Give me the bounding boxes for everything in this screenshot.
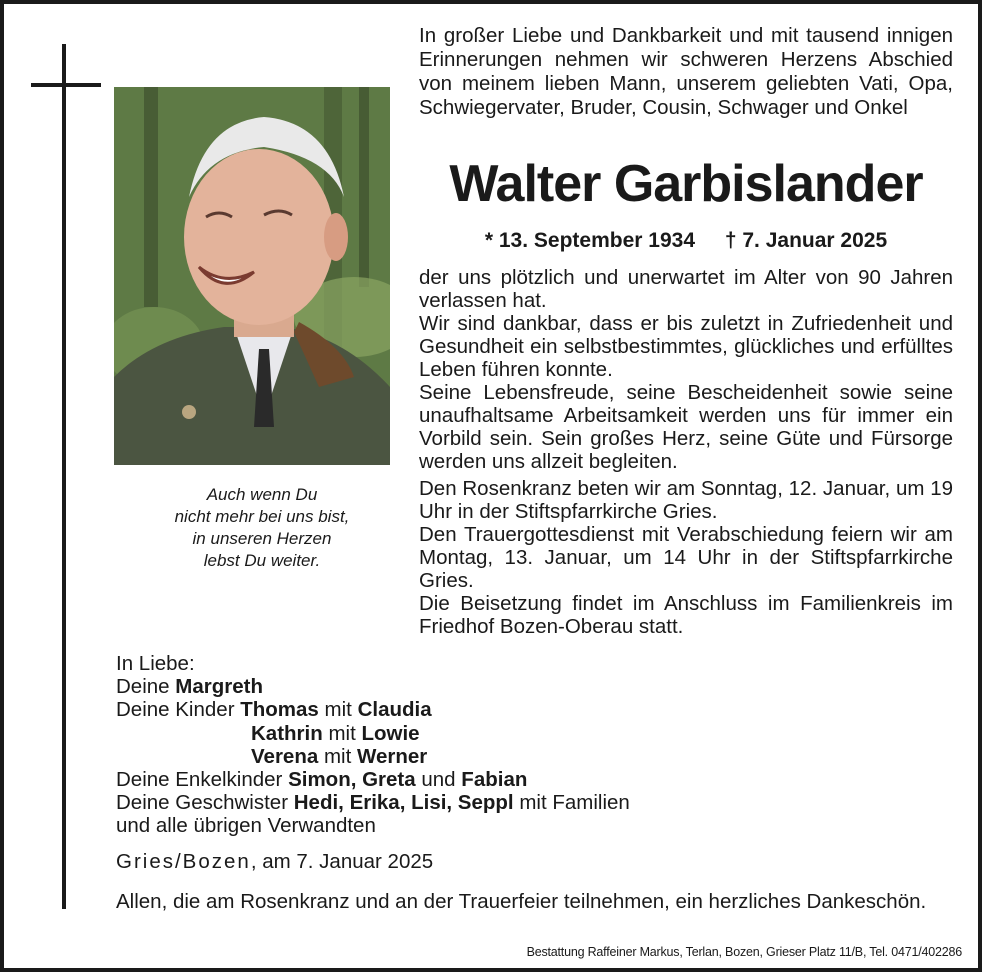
family-children: Kathrin mit Lowie: [251, 721, 420, 745]
place: Gries/Bozen: [116, 850, 251, 873]
place-date: [116, 850, 433, 874]
thanks-text: Allen, die am Rosenkranz und an der Trauerfeier teilnehmen, ein herzliches Dankeschön.: [116, 890, 927, 913]
date-line: , am 7. Januar 2025: [250, 850, 434, 873]
family-wife: Deine Margreth: [116, 675, 263, 699]
family-relatives: und alle übrigen Verwandten: [116, 814, 376, 838]
paragraph: Den Rosenkranz beten wir am Sonntag, 12. Januar, um 19 Uhr in der Stiftspfarrkirche Gries.: [419, 477, 953, 523]
paragraph: der uns plötzlich und unerwartet im Alter von 90 Jahren verlassen hat.: [419, 266, 953, 312]
paragraph: Den Trauergottesdienst mit Verabschiedung feiern wir am Montag, 13. Januar, um 14 Uhr in der Stiftspfarrkirche Gries.: [419, 523, 953, 592]
paragraph: Seine Lebensfreude, seine Bescheidenheit sowie seine unaufhaltsame Arbeitsamkeit werden uns für immer ein Vorbild sein. Sein großes Herz, seine Güte und Fürsorge werden uns allzeit begleiten.: [419, 381, 953, 473]
family-grandchildren: Deine Enkelkinder Simon, Greta und Fabian: [116, 768, 528, 792]
memorial-quote: Auch wenn Du nicht mehr bei uns bist, in unseren Herzen lebst Du weiter.: [174, 485, 350, 570]
family-siblings: Deine Geschwister Hedi, Erika, Lisi, Seppl mit Familien: [116, 791, 630, 815]
obituary-body: [419, 266, 953, 638]
birth-date: * 13. September 1934: [484, 229, 695, 252]
cross-icon-bar: [31, 83, 101, 87]
family-children: Verena mit Werner: [251, 744, 428, 768]
life-dates: [419, 227, 953, 255]
deceased-name: Walter Garbislander: [449, 155, 923, 213]
paragraph: Die Beisetzung findet im Anschluss im Familienkreis im Friedhof Bozen-Oberau statt.: [419, 592, 953, 638]
portrait-illustration: [114, 87, 390, 465]
family-heading: In Liebe:: [116, 652, 195, 675]
funeral-home-footer: Bestattung Raffeiner Markus, Terlan, Bozen, Grieser Platz 11/B, Tel. 0471/402286: [526, 945, 962, 959]
death-date: † 7. Januar 2025: [724, 229, 888, 252]
family-list: [116, 652, 956, 838]
intro-text: In großer Liebe und Dankbarkeit und mit tausend innigen Erinnerungen nehmen wir schweren Herzens Abschied von meinem lieben Mann, unserem geliebten Vati, Opa, Schwiegervater, Bruder, Cousin, Schwager und Onkel: [419, 24, 953, 119]
portrait-photo: [114, 87, 390, 465]
paragraph: Wir sind dankbar, dass er bis zuletzt in Zufriedenheit und Gesundheit ein selbstbestimmtes, glückliches und erfülltes Leben führen konnte.: [419, 312, 953, 381]
cross-icon: [62, 44, 66, 909]
family-children: Deine Kinder Thomas mit Claudia: [116, 698, 432, 722]
wife-name: Margreth: [175, 675, 263, 699]
